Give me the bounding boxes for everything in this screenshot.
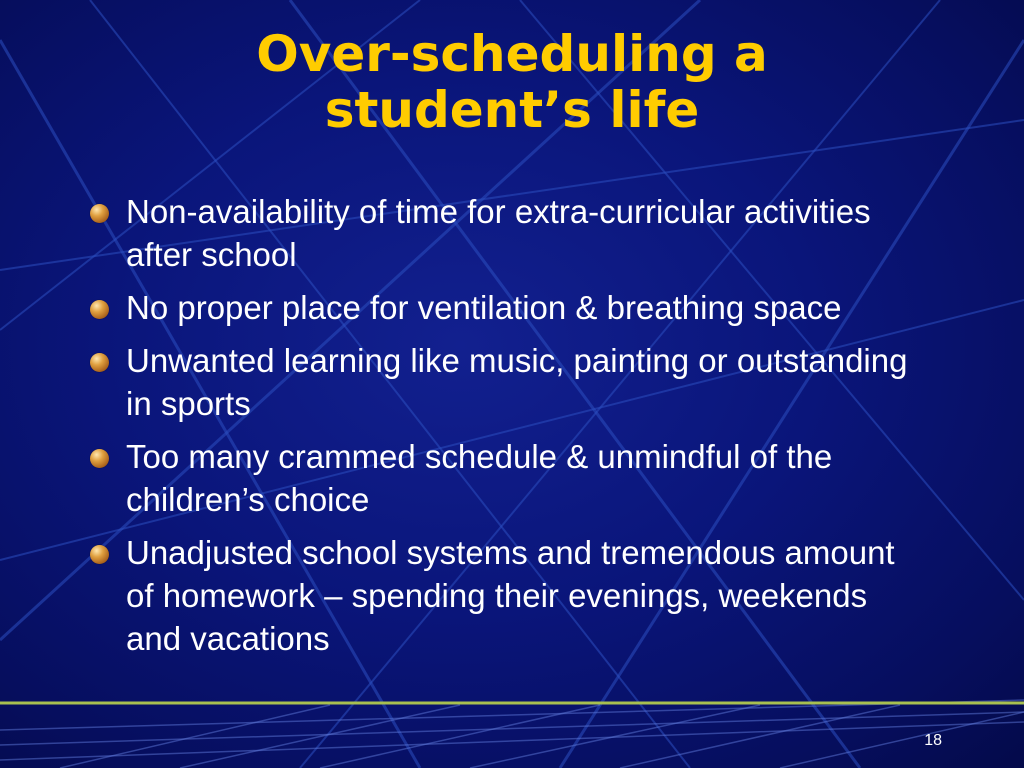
bullet-sphere-icon (90, 353, 109, 372)
title-line-1: Over-scheduling a (256, 25, 768, 83)
slide-number: 18 (924, 732, 942, 749)
bullet-sphere-icon (90, 545, 109, 564)
bullet-item (88, 339, 928, 425)
bullet-sphere-icon (90, 204, 109, 223)
bullet-text: Non-availability of time for extra-curricular activities after school (126, 193, 871, 273)
bullet-item (88, 286, 928, 329)
bullet-sphere-icon (90, 449, 109, 468)
bullet-text: Unadjusted school systems and tremendous amount of homework – spending their evenings, weekends and vacations (126, 534, 895, 657)
bullet-item (88, 190, 928, 276)
bullet-text: Unwanted learning like music, painting or outstanding in sports (126, 342, 908, 422)
title-line-2: student’s life (324, 81, 700, 139)
bullet-item (88, 531, 928, 660)
bullet-sphere-icon (90, 300, 109, 319)
bullet-list (88, 190, 928, 670)
slide-title (60, 26, 964, 138)
bullet-text: Too many crammed schedule & unmindful of the children’s choice (126, 438, 833, 518)
bullet-item (88, 435, 928, 521)
bullet-text: No proper place for ventilation & breathing space (126, 289, 842, 326)
